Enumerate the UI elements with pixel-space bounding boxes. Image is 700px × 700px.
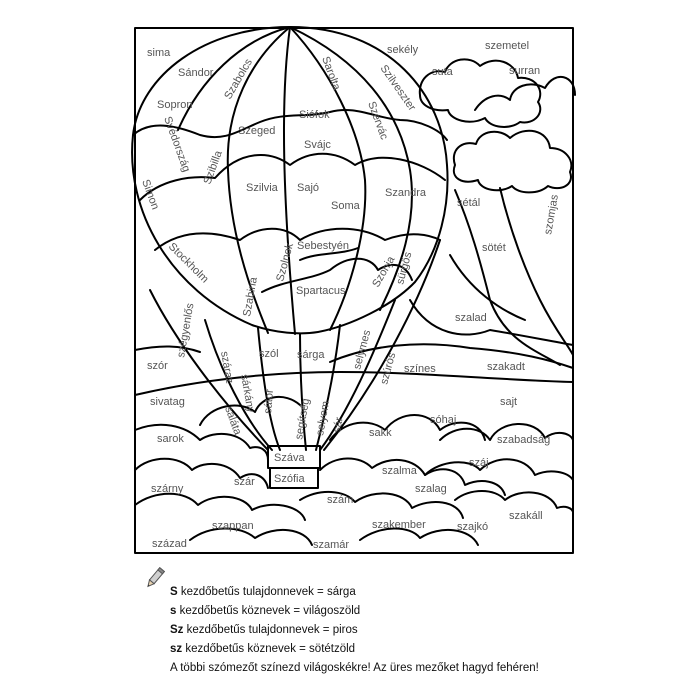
word-sajo: Sajó (297, 182, 320, 194)
word-szeged: Szeged (238, 125, 276, 137)
word-sandor: Sándor (178, 67, 214, 79)
legend-text-3: kezdőbetűs tulajdonnevek = piros (183, 624, 358, 636)
word-sima: sima (147, 47, 171, 59)
cloud (455, 491, 573, 512)
legend-line-2 (170, 605, 360, 617)
word-suta: suta (432, 66, 453, 78)
rope-line (258, 328, 280, 450)
word-simon: Simon (139, 177, 162, 212)
word-setal: sétál (457, 197, 481, 209)
word-szibilla: Szibilla (201, 149, 225, 187)
hill-line (135, 346, 200, 352)
word-szamar: szamár (313, 539, 350, 551)
word-szines: színes (404, 363, 436, 375)
word-szabina: Szabina (241, 276, 260, 318)
word-szilveszter: Szilveszter (377, 62, 418, 114)
cloud (135, 494, 305, 520)
legend-key-1: S (170, 586, 178, 598)
legend-line-1 (170, 586, 356, 598)
word-salata: saláta (222, 404, 244, 437)
word-siofok: Siófok (299, 109, 330, 121)
word-szuros: szúrós (378, 351, 399, 386)
word-szappan: szappan (212, 520, 254, 532)
word-szaraz: száraz (218, 350, 236, 385)
word-szalad: szalad (455, 312, 487, 324)
word-sarok: sarok (157, 433, 184, 445)
word-szar: szár (234, 476, 255, 488)
legend-text-4: kezdőbetűs köznevek = sötétzöld (182, 643, 356, 655)
word-stockholm: Stockholm (165, 240, 211, 286)
word-szandra: Szandra (385, 187, 426, 199)
word-szaj: száj (469, 457, 489, 469)
legend-line-4 (170, 643, 355, 655)
word-sajt: sajt (500, 396, 518, 408)
word-szonja: Szonja (370, 254, 398, 290)
word-szava: Száva (274, 452, 305, 464)
word-szakadt: szakadt (487, 361, 525, 373)
legend-text-1: kezdőbetűs tulajdonnevek = sárga (177, 586, 356, 598)
pencil-icon (143, 566, 167, 590)
legend-line-5: A többi szómezőt színezd világoskékre! Az üres mezőket hagyd fehéren! (170, 662, 539, 674)
word-szazad: század (152, 538, 187, 550)
word-szofia: Szófia (274, 473, 305, 485)
legend-line-3 (170, 624, 358, 636)
word-sopron: Sopron (157, 99, 193, 111)
legend-key-3: Sz (170, 624, 184, 636)
word-szam: szám (327, 494, 354, 506)
word-sebestyen: Sebestyén (297, 240, 349, 252)
gore-line (290, 27, 415, 310)
word-segitseg: segítség (293, 397, 313, 441)
word-sarolta: Sarolta (319, 54, 343, 92)
word-szor: szór (147, 360, 168, 372)
cloud (475, 77, 575, 110)
cloud (300, 492, 463, 518)
word-szalma: szalma (382, 465, 417, 477)
word-surgos: sürgős (394, 250, 415, 286)
cloud (330, 415, 485, 440)
word-svedorszag: Svédország (161, 114, 193, 174)
word-szolnok: Szolnok (274, 241, 297, 283)
word-sakk: sakk (369, 427, 392, 439)
legend-key-2: s (170, 605, 177, 617)
word-sarga: sárga (297, 349, 325, 361)
word-szalag: szalag (415, 483, 447, 495)
word-sar: sár (331, 416, 346, 434)
page-frame (135, 28, 573, 553)
word-selyem: selyem (314, 400, 333, 437)
band-line (500, 188, 573, 355)
cloud (454, 131, 571, 193)
cloud (135, 425, 268, 460)
word-szol: szól (259, 348, 279, 360)
word-sohaj: sóhaj (430, 414, 457, 426)
gore-line (284, 27, 295, 334)
word-sotet: sötét (482, 242, 506, 254)
word-szakall: szakáll (509, 510, 543, 522)
word-spartacus: Spartacus (296, 285, 346, 297)
word-svajc: Svájc (304, 139, 331, 151)
legend-key-4: sz (170, 643, 183, 655)
word-szomjas: szomjas (542, 193, 561, 236)
band-line (410, 300, 573, 345)
word-szegyenlos: szégyenlős (175, 302, 197, 359)
word-sator: sátor (262, 388, 277, 415)
word-sarkany: sárkány (238, 373, 257, 414)
word-selymes: selymes (351, 328, 374, 371)
word-szemetel: szemetel (485, 40, 530, 52)
word-szilvia: Szilvia (246, 182, 278, 194)
word-szabadsag: szabadság (497, 434, 551, 446)
word-sivatag: sivatag (150, 396, 185, 408)
word-surran: surran (509, 65, 541, 77)
word-szajko: szajkó (457, 521, 489, 533)
word-szakember: szakember (372, 519, 426, 531)
word-soma: Soma (331, 200, 360, 212)
word-sekely: sekély (387, 44, 419, 56)
word-szervac: Szervác (365, 99, 391, 142)
legend-text-2: kezdőbetűs köznevek = világoszöld (176, 605, 361, 617)
word-szabolcs: Szabolcs (222, 56, 255, 102)
word-szarny: szárny (151, 483, 184, 495)
